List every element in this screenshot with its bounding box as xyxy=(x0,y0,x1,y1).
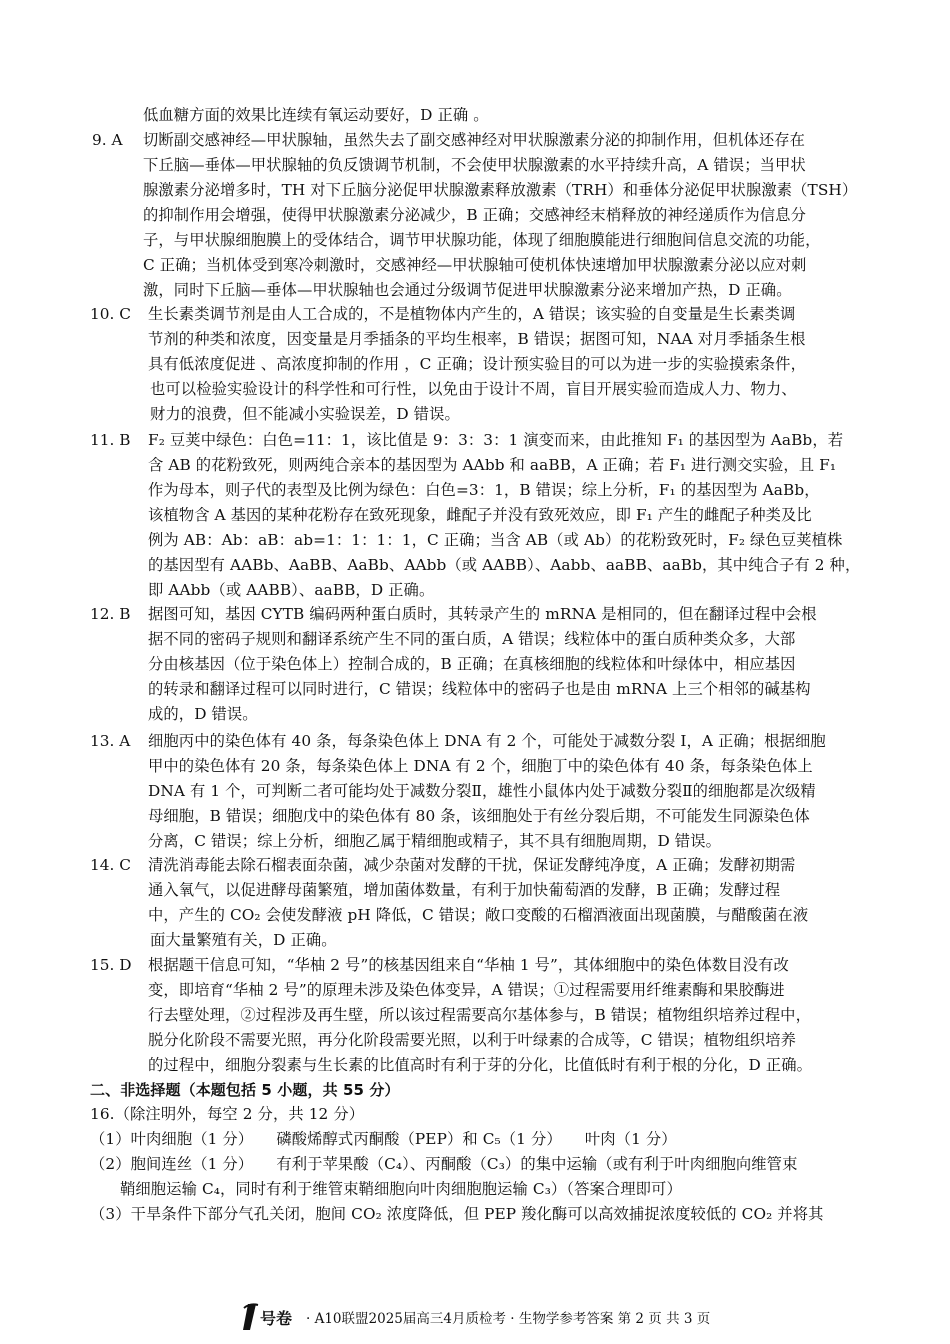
text-line: 下丘脑—垂体—甲状腺轴的负反馈调节机制，不会使甲状腺激素的水平持续升高，A 错误；当甲状 xyxy=(143,156,806,174)
text-line: 行去壁处理，②过程涉及再生壁，所以该过程需要高尔基体参与，B 错误；植物组织培养过程中， xyxy=(148,1006,811,1024)
text-line: 脱分化阶段不需要光照，再分化阶段需要光照，以利于叶绿素的合成等，C 错误；植物组织培养 xyxy=(148,1031,797,1049)
item-number-12: 12. B xyxy=(90,605,131,623)
text-line: 根据题干信息可知，“华柚 2 号”的核基因组来自“华柚 1 号”，其体细胞中的染色体数目没有改 xyxy=(148,956,789,974)
text-line: 中，产生的 CO₂ 会使发酵液 pH 降低，C 错误；敞口变酸的石榴酒液面出现菌膜，与醋酸菌在液 xyxy=(148,906,809,924)
text-line: 通入氧气，以促进酵母菌繁殖，增加菌体数量，有利于加快葡萄酒的发酵，B 正确；发酵过程 xyxy=(148,881,781,899)
text-line: 分离，C 错误；综上分析，细胞乙属于精细胞或精子，其不具有细胞周期，D 错误。 xyxy=(148,832,721,850)
question-16-header: 16.（除注明外，每空 2 分，共 12 分） xyxy=(90,1105,365,1123)
text-line: 的过程中，细胞分裂素与生长素的比值高时有利于芽的分化，比值低时有利于根的分化，D 正确。 xyxy=(148,1056,812,1074)
text-line: 含 AB 的花粉致死，则两纯合亲本的基因型为 AAbb 和 aaBB，A 正确；若 F₁ 进行测交实验，且 F₁ xyxy=(148,456,837,474)
text-line: 节剂的种类和浓度，因变量是月季插条的平均生根率，B 错误；据图可知，NAA 对月季插条生根 xyxy=(148,330,806,348)
text-line: 甲中的染色体有 20 条，每条染色体上 DNA 有 2 个，细胞丁中的染色体有 40 条，每条染色体上 xyxy=(148,757,813,775)
text-line: DNA 有 1 个，可判断二者可能均处于减数分裂Ⅱ，雄性小鼠体内处于减数分裂Ⅱ的细胞都是次级精 xyxy=(148,782,816,800)
text-line: 母细胞，B 错误；细胞戊中的染色体有 80 条，该细胞处于有丝分裂后期，不可能发生同源染色体 xyxy=(148,807,810,825)
item-number-13: 13. A xyxy=(90,732,131,750)
text-line: 的基因型有 AABb、AaBB、AaBb、AAbb（或 AABB）、Aabb、aaBB、aaBb，其中纯合子有 2 种， xyxy=(148,556,861,574)
text-line: 细胞丙中的染色体有 40 条，每条染色体上 DNA 有 2 个，可能处于减数分裂 I，A 正确；根据细胞 xyxy=(148,732,826,750)
text-line: 激，同时下丘脑—垂体—甲状腺轴也会通过分级调节促进甲状腺激素分泌来增加产热，D 正确。 xyxy=(143,281,792,299)
text-line: 的抑制作用会增强，使得甲状腺激素分泌减少，B 正确；交感神经末梢释放的神经递质作为信息分 xyxy=(143,206,806,224)
text-line: F₂ 豆荚中绿色：白色=11：1，该比值是 9：3：3：1 演变而来，由此推知 F₁ 的基因型为 AaBb，若 xyxy=(148,431,844,449)
item-number-10: 10. C xyxy=(90,305,131,323)
text-line: 该植物含 A 基因的某种花粉存在致死现象，雌配子并没有致死效应，即 F₁ 产生的雌配子种类及比 xyxy=(148,506,812,524)
text-line: 变，即培育“华柚 2 号”的原理未涉及染色体变异，A 错误；①过程需要用纤维素酶和果胶酶进 xyxy=(148,981,785,999)
text-line: 腺激素分泌增多时，TH 对下丘脑分泌促甲状腺激素释放激素（TRH）和垂体分泌促甲状腺激素（TSH） xyxy=(143,181,858,199)
text-line: 财力的浪费，但不能减小实验误差，D 错误。 xyxy=(150,405,460,423)
item-number-11: 11. B xyxy=(90,431,131,449)
text-line: 面大量繁殖有关，D 正确。 xyxy=(150,931,337,949)
item-number-14: 14. C xyxy=(90,856,131,874)
text-line: 也可以检验实验设计的科学性和可行性，以免由于设计不周，盲目开展实验而造成人力、物力、 xyxy=(150,380,797,398)
answer-16-1: （1）叶肉细胞（1 分） 磷酸烯醇式丙酮酸（PEP）和 C₅（1 分） 叶肉（1 分） xyxy=(90,1130,677,1148)
text-line: 作为母本，则子代的表型及比例为绿色：白色=3：1，B 错误；综上分析，F₁ 的基因型为 AaBb， xyxy=(148,481,820,499)
text-line: 生长素类调节剂是由人工合成的，不是植物体内产生的，A 错误；该实验的自变量是生长素类调 xyxy=(148,305,796,323)
text-line: 具有低浓度促进 、高浓度抑制的作用 ，C 正确；设计预实验目的可以为进一步的实验摸索条件， xyxy=(148,355,806,373)
text-line: 据图可知，基因 CYTB 编码两种蛋白质时，其转录产生的 mRNA 是相同的，但在翻译过程中会根 xyxy=(148,605,817,623)
text-line: 低血糖方面的效果比连续有氧运动要好，D 正确 。 xyxy=(143,106,489,124)
page-footer xyxy=(240,1300,710,1334)
text-line: 即 AAbb（或 AABB）、aaBB，D 正确。 xyxy=(148,581,435,599)
footer-text: · A10联盟2025届高三4月质检考 · 生物学参考答案 第 2 页 共 3 页 xyxy=(306,1311,711,1327)
text-line: 例为 AB：Ab：aB：ab=1：1：1：1，C 正确；当含 AB（或 Ab）的花粉致死时，F₂ 绿色豆荚植株 xyxy=(148,531,843,549)
answer-16-2: （2）胞间连丝（1 分） 有利于苹果酸（C₄）、丙酮酸（C₃）的集中运输（或有利于叶肉细胞向维管束 xyxy=(90,1155,798,1173)
brand-logo-icon xyxy=(240,1302,302,1332)
answer-16-3: （3）干旱条件下部分气孔关闭，胞间 CO₂ 浓度降低，但 PEP 羧化酶可以高效捕捉浓度较低的 CO₂ 并将其 xyxy=(90,1205,824,1223)
answer-16-2-cont: 鞘细胞运输 C₄，同时有利于维管束鞘细胞向叶肉细胞胞运输 C₃）（答案合理即可） xyxy=(120,1180,682,1198)
text-line: 清洗消毒能去除石榴表面杂菌，减少杂菌对发酵的干扰，保证发酵纯净度，A 正确；发酵初期需 xyxy=(148,856,796,874)
text-line: 据不同的密码子规则和翻译系统产生不同的蛋白质，A 错误；线粒体中的蛋白质种类众多，大部 xyxy=(148,630,796,648)
text-line: 子，与甲状腺细胞膜上的受体结合，调节甲状腺功能，体现了细胞膜能进行细胞间信息交流的功能， xyxy=(143,231,821,249)
text-line: 分由核基因（位于染色体上）控制合成的，B 正确；在真核细胞的线粒体和叶绿体中，相应基因 xyxy=(148,655,796,673)
brand-logo-text: 号卷 xyxy=(260,1309,293,1328)
item-number-15: 15. D xyxy=(90,956,132,974)
item-number-9: 9. A xyxy=(92,131,123,149)
text-line: 的转录和翻译过程可以同时进行，C 错误；线粒体中的密码子也是由 mRNA 上三个相邻的碱基构 xyxy=(148,680,811,698)
text-line: 成的，D 错误。 xyxy=(148,705,258,723)
text-line: C 正确；当机体受到寒冷刺激时，交感神经—甲状腺轴可使机体快速增加甲状腺激素分泌以应对刺 xyxy=(143,256,807,274)
text-line: 切断副交感神经—甲状腺轴，虽然失去了副交感神经对甲状腺激素分泌的抑制作用，但机体还存在 xyxy=(143,131,806,149)
section-heading: 二、非选择题（本题包括 5 小题，共 55 分） xyxy=(90,1081,400,1099)
